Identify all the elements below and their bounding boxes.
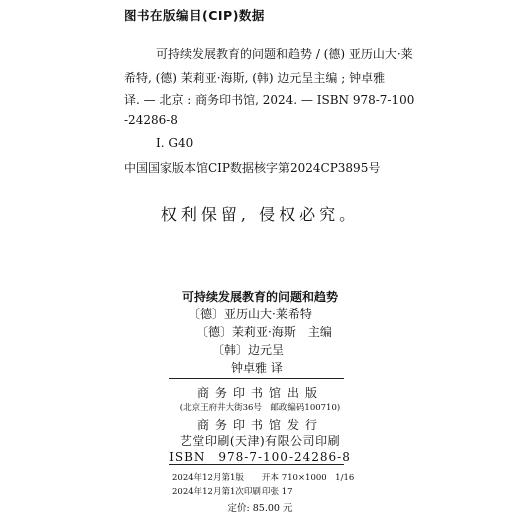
cip-line-3: 译. — 北京 : 商务印书馆, 2024. — ISBN 978-7-100	[124, 93, 415, 107]
colophon-printing: 2024年12月第1次印刷	[172, 487, 261, 497]
cip-line-6: 中国国家版本馆CIP数据核字第2024CP3895号	[124, 161, 381, 175]
colophon-address: (北京王府井大街36号 邮政编码100710)	[179, 403, 341, 413]
cip-line-4: -24286-8	[124, 113, 178, 127]
cip-title: 图书在版编目(CIP)数据	[124, 8, 265, 23]
colophon-sheets: 印张 17	[262, 487, 293, 497]
colophon-publisher: 商务印书馆出版	[196, 386, 323, 400]
cip-line-2: 希特, (德) 茉莉亚·海斯, (韩) 边元呈主编 ; 钟卓雅	[124, 71, 386, 85]
colophon-distributor: 商务印书馆发行	[196, 418, 323, 432]
colophon-bottom-rule	[169, 464, 344, 465]
colophon-format: 开本 710×1000 1/16	[262, 473, 355, 483]
colophon-isbn: ISBN 978-7-100-24286-8	[169, 450, 351, 464]
colophon-top-rule	[169, 378, 344, 379]
colophon-credit-1: 〔德〕亚历山大·莱希特	[188, 307, 312, 321]
colophon-book-title: 可持续发展教育的问题和趋势	[181, 290, 338, 304]
cip-line-1: 可持续发展教育的问题和趋势 / (德) 亚历山大·莱	[156, 47, 413, 61]
colophon-credit-4: 钟卓雅 译	[231, 361, 283, 375]
colophon-credit-3: 〔韩〕边元呈	[212, 343, 285, 357]
rights-notice: 权利保留, 侵权必究。	[160, 205, 360, 224]
colophon-edition: 2024年12月第1版	[172, 473, 244, 483]
colophon-price: 定价: 85.00 元	[227, 503, 293, 514]
colophon-printer: 艺堂印刷(天津)有限公司印刷	[179, 434, 341, 448]
colophon-credit-2: 〔德〕茉莉亚·海斯 主编	[196, 325, 332, 339]
cip-line-5: Ⅰ. G40	[156, 136, 194, 150]
